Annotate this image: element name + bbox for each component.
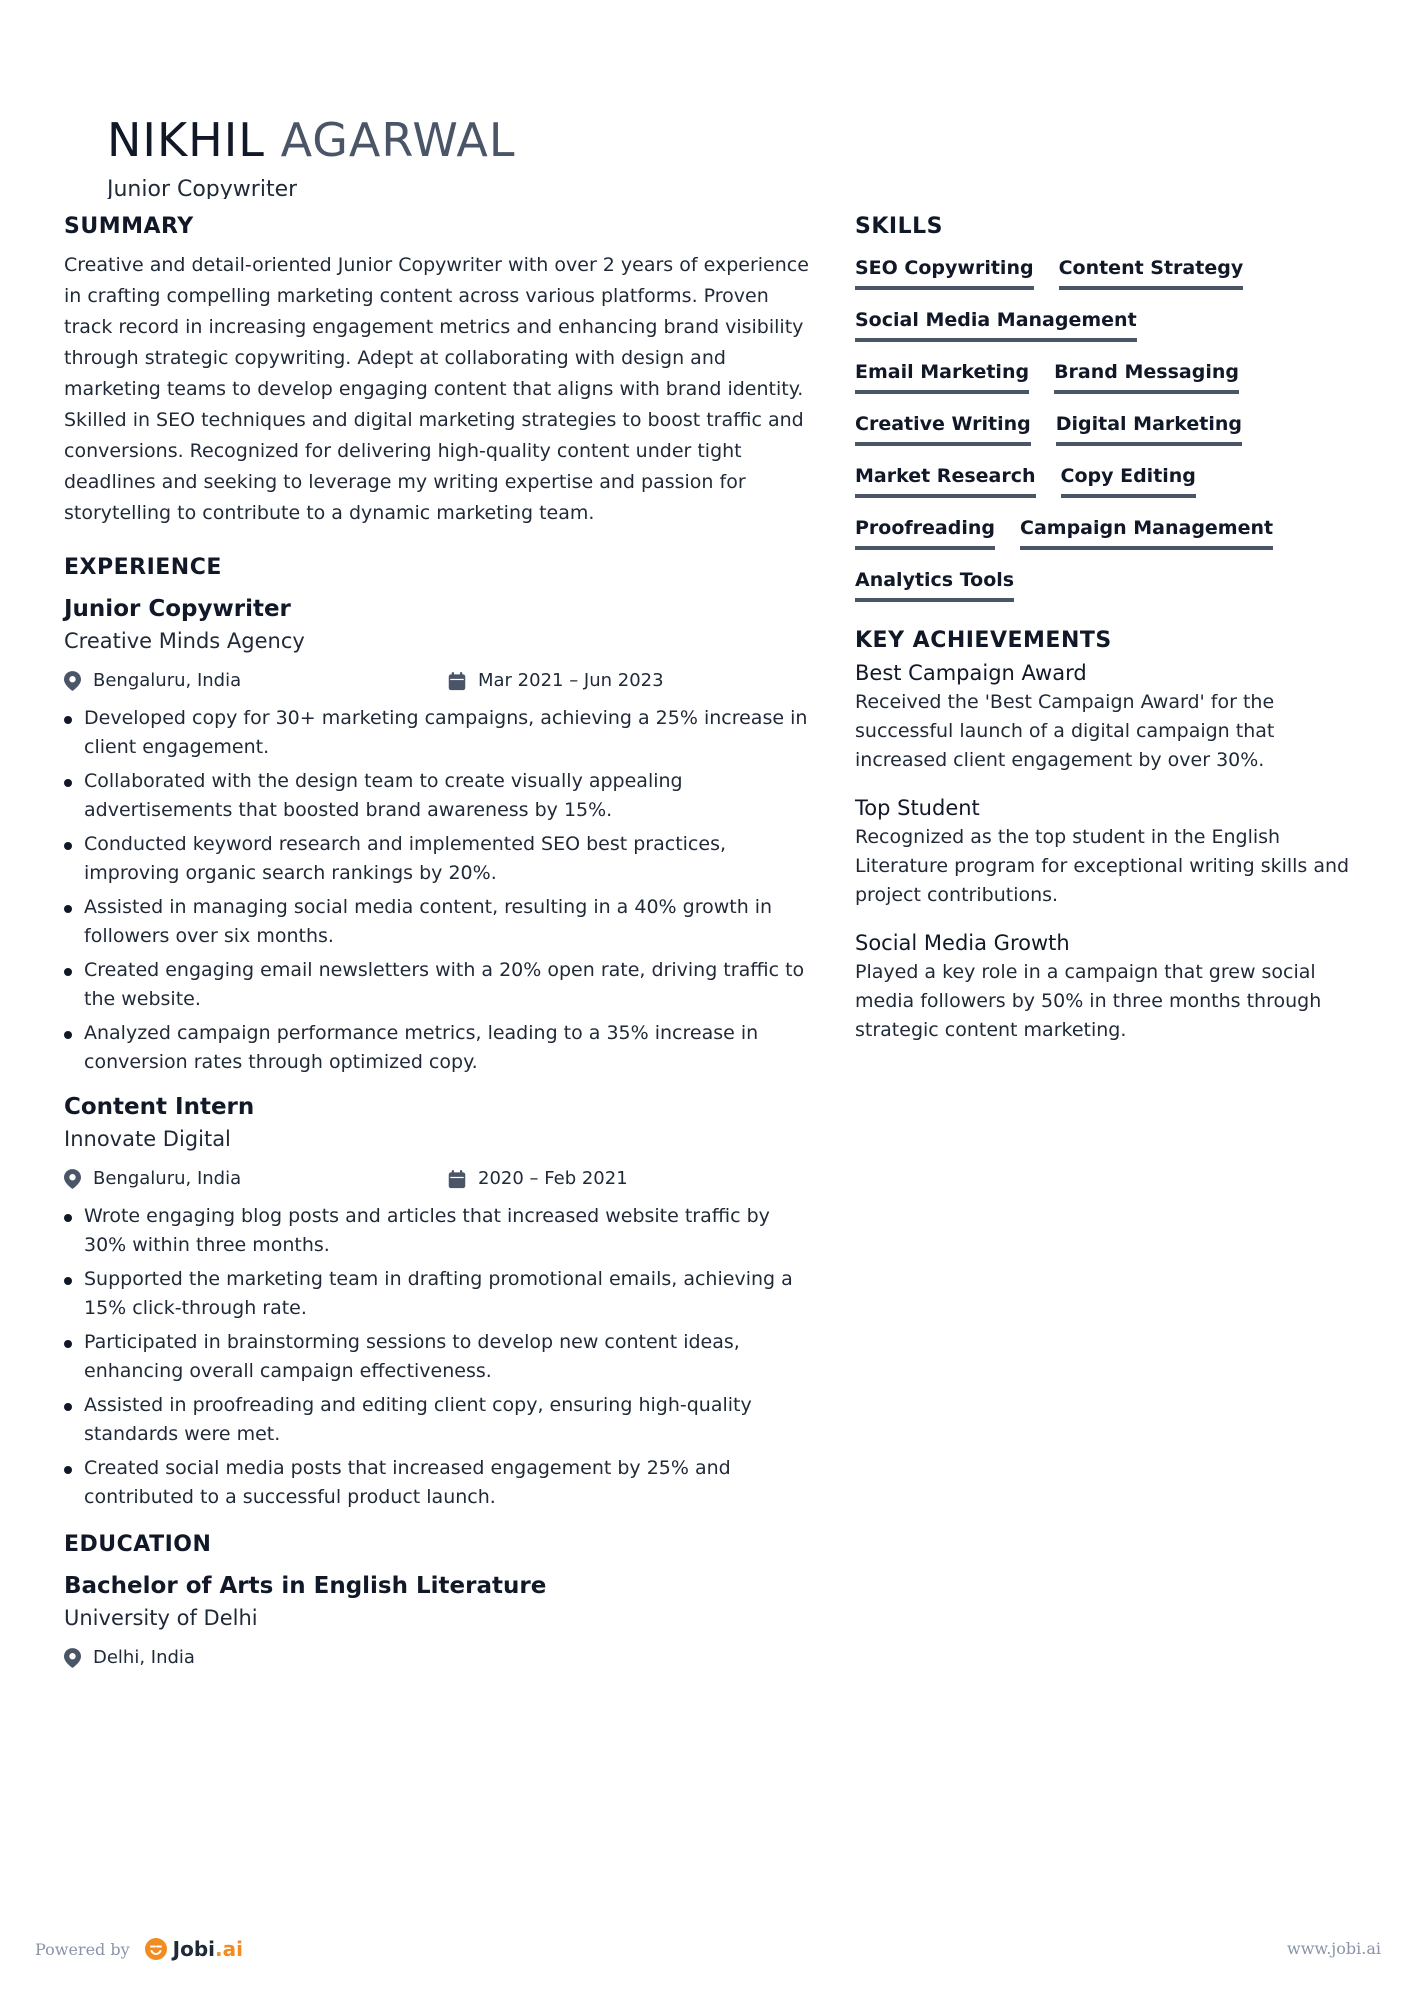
bullet-item: Collaborated with the design team to create visually appealing advertisements that boosted brand awareness by 15%. (64, 767, 814, 825)
summary-section (64, 210, 814, 529)
last-name: AGARWAL (280, 113, 516, 167)
achievements-heading: KEY ACHIEVEMENTS (855, 628, 1112, 653)
location-text: Bengaluru, India (93, 670, 242, 691)
achievement-description: Recognized as the top student in the English Literature program for exceptional writing skills and project contributions. (855, 826, 1350, 906)
achievement-title: Top Student (855, 796, 980, 820)
brand-name: Jobi (172, 1937, 215, 1961)
dates-text: Mar 2021 – Jun 2023 (478, 670, 664, 691)
bullet-item: Created social media posts that increased engagement by 25% and contributed to a successful product launch. (64, 1454, 814, 1512)
achievements-section (855, 624, 1355, 1045)
job-position: Content Intern (64, 1094, 255, 1120)
calendar-icon (448, 672, 466, 691)
bullet-item: Developed copy for 30+ marketing campaigns, achieving a 25% increase in client engagement. (64, 704, 814, 762)
skill-tag: Email Marketing (855, 358, 1029, 394)
achievement-description: Played a key role in a campaign that grew social media followers by 50% in three months through strategic content marketing. (855, 961, 1322, 1041)
job-position: Junior Copywriter (64, 596, 291, 622)
job-meta (64, 662, 814, 700)
experience-entry (64, 1091, 814, 1512)
bullet-item: Supported the marketing team in drafting promotional emails, achieving a 15% click-through rate. (64, 1265, 814, 1323)
location-text: Delhi, India (93, 1647, 195, 1668)
experience-section (64, 551, 814, 1512)
summary-heading: SUMMARY (64, 214, 194, 239)
skill-tag: Brand Messaging (1054, 358, 1239, 394)
summary-text: Creative and detail-oriented Junior Copywriter with over 2 years of experience in crafting compelling marketing content across various platforms. Proven track record in increasing engagement metrics and enhancing brand visibility through strategic copywriting. Adept at collaborating with design and marketing teams to develop engaging content that aligns with brand identity. Skilled in SEO techniques and digital marketing strategies to boost traffic and conversions. Recognized for delivering high-quality content under tight deadlines and seeking to leverage my writing expertise and passion for storytelling to contribute to a dynamic marketing team. (64, 254, 809, 524)
map-pin-icon (64, 1169, 81, 1189)
job-location (64, 668, 241, 694)
footer-url-link[interactable]: www.jobi.ai (1287, 1939, 1381, 1958)
skill-tag: SEO Copywriting (855, 254, 1034, 290)
achievement-item (855, 928, 1355, 1045)
bullet-item: Participated in brainstorming sessions to develop new content ideas, enhancing overall campaign effectiveness. (64, 1328, 814, 1386)
education-location (64, 1645, 195, 1671)
skill-tag: Copy Editing (1061, 462, 1196, 498)
experience-entry (64, 593, 814, 1077)
first-name: NIKHIL (107, 113, 265, 167)
job-bullets (64, 1202, 814, 1512)
left-column (64, 210, 814, 1677)
job-bullets (64, 704, 814, 1077)
skill-tag: Digital Marketing (1056, 410, 1242, 446)
job-dates (448, 668, 664, 694)
degree-title: Bachelor of Arts in English Literature (64, 1573, 547, 1599)
achievement-item (855, 658, 1355, 775)
job-meta (64, 1160, 814, 1198)
jobi-brand-link[interactable] (144, 1937, 243, 1961)
powered-by-text: Powered by (35, 1939, 130, 1959)
skill-tag: Campaign Management (1020, 514, 1273, 550)
map-pin-icon (64, 1648, 81, 1668)
skill-tag: Market Research (855, 462, 1036, 498)
education-meta (64, 1639, 814, 1677)
skills-heading: SKILLS (855, 214, 943, 239)
job-title: Junior Copywriter (107, 177, 298, 199)
job-dates (448, 1166, 628, 1192)
achievement-title: Social Media Growth (855, 931, 1070, 955)
bullet-item: Assisted in proofreading and editing client copy, ensuring high-quality standards were met. (64, 1391, 814, 1449)
skill-tag: Analytics Tools (855, 566, 1014, 602)
experience-heading: EXPERIENCE (64, 555, 222, 580)
bullet-item: Wrote engaging blog posts and articles that increased website traffic by 30% within three months. (64, 1202, 814, 1260)
bullet-item: Analyzed campaign performance metrics, leading to a 35% increase in conversion rates through optimized copy. (64, 1019, 814, 1077)
location-text: Bengaluru, India (93, 1168, 242, 1189)
calendar-icon (448, 1170, 466, 1189)
school-name: University of Delhi (64, 1606, 258, 1630)
education-heading: EDUCATION (64, 1532, 212, 1557)
skill-tag: Social Media Management (855, 306, 1137, 342)
achievement-description: Received the 'Best Campaign Award' for the successful launch of a digital campaign that increased client engagement by over 30%. (855, 691, 1275, 771)
bullet-item: Assisted in managing social media content, resulting in a 40% growth in followers over six months. (64, 893, 814, 951)
bullet-item: Conducted keyword research and implemented SEO best practices, improving organic search rankings by 20%. (64, 830, 814, 888)
job-title-container (107, 177, 297, 199)
skill-tag: Content Strategy (1059, 254, 1244, 290)
right-column (855, 210, 1355, 1045)
powered-by (35, 1937, 243, 1961)
education-section (64, 1528, 814, 1677)
dates-text: 2020 – Feb 2021 (478, 1168, 628, 1189)
candidate-name (107, 110, 516, 170)
skill-tag: Creative Writing (855, 410, 1031, 446)
map-pin-icon (64, 671, 81, 691)
resume-header (107, 110, 516, 170)
achievement-title: Best Campaign Award (855, 661, 1087, 685)
bullet-item: Created engaging email newsletters with a 20% open rate, driving traffic to the website. (64, 956, 814, 1014)
job-location (64, 1166, 241, 1192)
brand-suffix: .ai (215, 1937, 243, 1961)
company-name: Innovate Digital (64, 1127, 231, 1151)
company-name: Creative Minds Agency (64, 629, 305, 653)
achievement-item (855, 793, 1355, 910)
jobi-logo-icon (144, 1937, 168, 1961)
skills-list (855, 254, 1355, 618)
skills-section (855, 210, 1355, 618)
skill-tag: Proofreading (855, 514, 995, 550)
